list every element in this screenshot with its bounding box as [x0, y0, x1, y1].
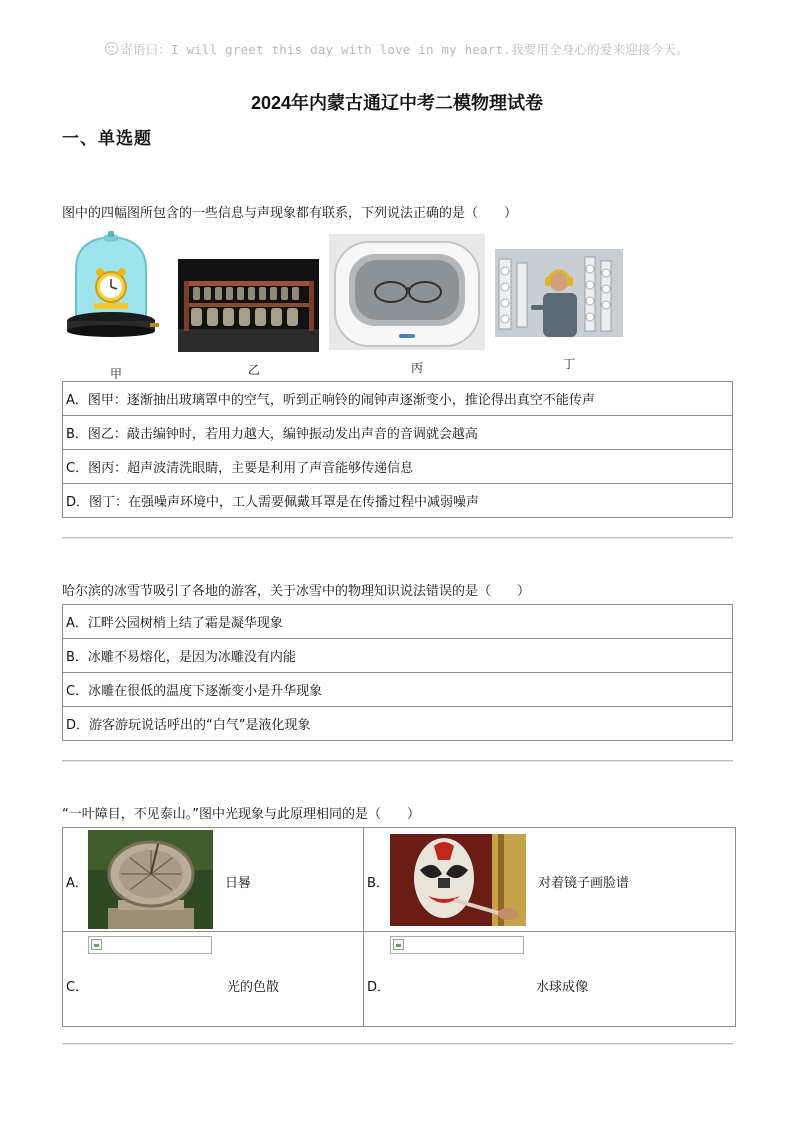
option-c-row[interactable]: [63, 450, 733, 484]
question-3-stem: “一叶障目，不见泰山。”图中光现象与此原理相同的是（ ）: [62, 807, 420, 822]
page-title: 2024年内蒙古通辽中考二模物理试卷: [250, 93, 544, 113]
option-b-row[interactable]: [63, 416, 733, 450]
option-d[interactable]: D．游客游玩说话呼出的“白气”是液化现象: [63, 707, 733, 741]
header-motto-text: 寄语曰：I will greet this day with love in my heart.我要用全身心的爱来迎接今天。: [120, 42, 689, 57]
question-2-stem: 哈尔滨的冰雪节吸引了各地的游客，关于冰雪中的物理知识说法错误的是（ ）: [62, 584, 531, 599]
option-b-cell[interactable]: [364, 828, 736, 932]
option-c-cell[interactable]: [63, 932, 364, 1027]
option-b-letter: B．: [367, 876, 389, 891]
image-label-ding: 丁: [563, 357, 576, 371]
option-a-row[interactable]: [63, 605, 733, 639]
option-c-row[interactable]: [63, 673, 733, 707]
option-c-text: 光的色散: [227, 980, 280, 995]
sundial-image: [88, 830, 213, 929]
question-divider: [62, 1043, 733, 1045]
option-b-text: 对着镜子画脸谱: [538, 876, 630, 891]
opera-mask-mirror-image: [390, 834, 526, 926]
bell-jar-alarm-clock-image: [64, 229, 159, 344]
section-title: 一、单选题: [62, 129, 152, 149]
question-divider: [62, 537, 733, 539]
option-c[interactable]: C．图丙：超声波清洗眼睛，主要是利用了声音能够传递信息: [63, 450, 733, 484]
option-d[interactable]: D．图丁：在强噪声环境中，工人需要佩戴耳罩是在传播过程中减弱噪声: [63, 484, 733, 518]
option-d-letter: D．: [367, 980, 391, 995]
option-d-row[interactable]: [63, 707, 733, 741]
image-label-bing: 丙: [411, 361, 424, 375]
option-a-text: 日晷: [225, 876, 252, 891]
option-a[interactable]: A．图甲：逐渐抽出玻璃罩中的空气，听到正响铃的闹钟声逐渐变小，推论得出真空不能传声: [63, 382, 733, 416]
option-d-cell[interactable]: [364, 932, 736, 1027]
option-b[interactable]: B．冰雕不易熔化，是因为冰雕没有内能: [63, 639, 733, 673]
image-label-jia: 甲: [110, 367, 123, 381]
chime-bells-image: [178, 259, 319, 352]
water-ball-image: [390, 936, 524, 954]
question-divider: [62, 760, 733, 762]
option-c[interactable]: C．冰雕在很低的温度下逐渐变小是升华现象: [63, 673, 733, 707]
image-label-yi: 乙: [248, 363, 261, 377]
option-a[interactable]: A．江畔公园树梢上结了霜是凝华现象: [63, 605, 733, 639]
smile-icon: [105, 42, 118, 55]
option-a-row[interactable]: [63, 382, 733, 416]
option-b-row[interactable]: [63, 639, 733, 673]
option-c-letter: C．: [66, 980, 89, 995]
option-a-cell[interactable]: [63, 828, 364, 932]
prism-dispersion-image: [88, 936, 212, 954]
option-a-letter: A．: [66, 876, 88, 891]
broken-image-icon: [393, 939, 404, 950]
question-2-options: [62, 604, 733, 741]
ultrasonic-cleaner-image: [329, 234, 485, 350]
option-d-row[interactable]: [63, 484, 733, 518]
question-1-options: [62, 381, 733, 518]
broken-image-icon: [91, 939, 102, 950]
question-3-options: [62, 827, 736, 1027]
question-1-stem: 图中的四幅图所包含的一些信息与声现象都有联系，下列说法正确的是（ ）: [62, 206, 518, 221]
option-b[interactable]: B．图乙：敲击编钟时，若用力越大，编钟振动发出声音的音调就会越高: [63, 416, 733, 450]
header-motto: [0, 40, 794, 58]
factory-worker-earmuffs-image: [495, 249, 623, 337]
option-d-text: 水球成像: [536, 980, 589, 995]
